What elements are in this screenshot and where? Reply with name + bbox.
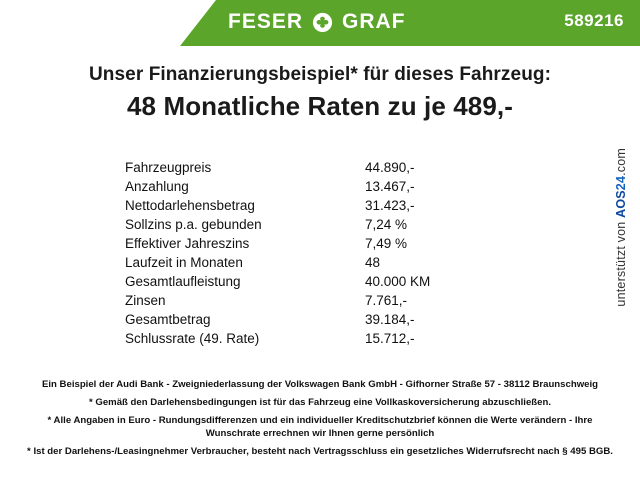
footnote-bank: Ein Beispiel der Audi Bank - Zweigniederlassung der Volkswagen Bank GmbH - Gifhorner Straße 57 - 38112 Braunschweig [41, 379, 599, 390]
row-label: Effektiver Jahreszins [125, 236, 250, 251]
table-row [125, 291, 515, 310]
partner-name: AOS [614, 190, 628, 218]
footnotes [20, 378, 620, 458]
page-title [0, 64, 640, 122]
row-value: 39.184,- [365, 312, 415, 327]
row-value: 15.712,- [365, 331, 415, 346]
table-row [125, 272, 515, 291]
table-row [125, 158, 515, 177]
brand-name-second: GRAF [342, 10, 406, 33]
row-label: Zinsen [125, 293, 166, 308]
table-row [125, 310, 515, 329]
table-row [125, 196, 515, 215]
row-value: 7,24 % [365, 217, 408, 232]
partner-tld: .com [614, 148, 628, 176]
footnote-currency: * Alle Angaben in Euro - Rundungsdifferenzen und ein individueller Kreditschutzbrief können die Werte verändern - Ihre Wunschrate errechnen wir Ihnen gerne persönlich [47, 415, 593, 439]
table-row [125, 329, 515, 348]
table-row [125, 177, 515, 196]
row-value: 48 [365, 255, 381, 270]
row-value: 44.890,- [365, 160, 415, 175]
footnote-withdrawal: * Ist der Darlehens-/Leasingnehmer Verbraucher, besteht nach Vertragsschluss ein gesetzliches Widerrufsrecht nach § 495 BGB. [27, 446, 613, 457]
row-value: 13.467,- [365, 179, 415, 194]
row-value: 40.000 KM [365, 274, 431, 289]
row-label: Schlussrate (49. Rate) [125, 331, 260, 346]
brand-logo [228, 10, 406, 34]
partner-credit-prefix: unterstützt von [614, 217, 628, 307]
row-label: Anzahlung [125, 179, 189, 194]
row-label: Gesamtlaufleistung [125, 274, 241, 289]
partner-name-suffix: 24 [614, 175, 628, 191]
vehicle-code: 589216 [564, 11, 624, 30]
title-line-1: Unser Finanzierungsbeispiel* für dieses Fahrzeug: [88, 64, 552, 85]
table-row [125, 234, 515, 253]
title-line-2: 48 Monatliche Raten zu je 489,- [127, 91, 513, 121]
footnote-insurance: * Gemäß den Darlehensbedingungen ist für das Fahrzeug eine Vollkaskoversicherung abzuschließen. [88, 397, 552, 408]
clover-mark-icon [312, 12, 333, 33]
row-label: Fahrzeugpreis [125, 160, 212, 175]
partner-strip [614, 148, 638, 348]
row-value: 7,49 % [365, 236, 408, 251]
row-label: Nettodarlehensbetrag [125, 198, 255, 213]
row-value: 7.761,- [365, 293, 408, 308]
financing-table [125, 158, 515, 348]
row-value: 31.423,- [365, 198, 415, 213]
row-label: Gesamtbetrag [125, 312, 211, 327]
partner-credit [614, 148, 628, 307]
table-row [125, 253, 515, 272]
row-label: Laufzeit in Monaten [125, 255, 243, 270]
page-header [0, 0, 640, 46]
table-row [125, 215, 515, 234]
brand-name-first: FESER [228, 10, 304, 33]
row-label: Sollzins p.a. gebunden [125, 217, 262, 232]
